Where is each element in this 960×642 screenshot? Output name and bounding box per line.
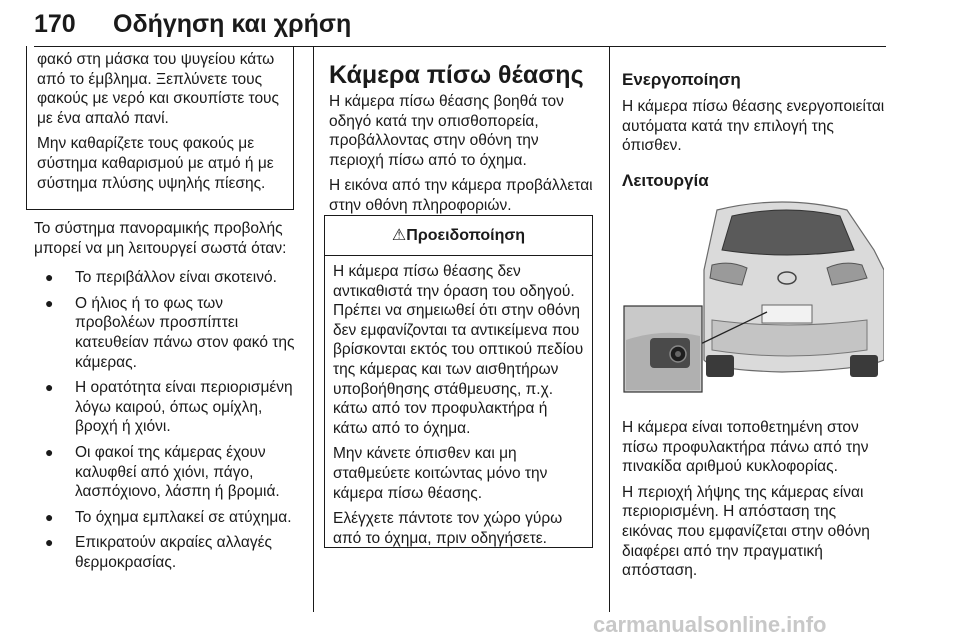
activation-text: Η κάμερα πίσω θέασης ενεργοποιείται αυτόματα κατά την επιλογή της όπισθεν. [622,98,885,155]
column-divider [313,46,314,612]
intro-text: Το σύστημα πανοραμικής προβολής μπορεί να μη λειτουργεί σωστά όταν: [34,220,287,257]
list-item: ● Το όχημα εμπλακεί σε ατύχημα. [45,508,292,526]
activation-heading: Ενεργοποίηση [622,70,741,89]
rear-camera-illustration [622,190,884,396]
section-heading: Κάμερα πίσω θέασης [329,61,584,89]
body-paragraph: Η εικόνα από την κάμερα προβάλλεται στην οθόνη πληροφοριών. [329,177,593,214]
bullet-icon: ● [45,534,54,551]
body-paragraph: Η κάμερα πίσω θέασης βοηθά τον οδηγό κατά την οπισθοπορεία, προβάλλοντας στην οθόνη την περιοχή πίσω από το όχημα. [329,93,564,169]
warning-paragraph: Μην κάνετε όπισθεν και μη σταθμεύετε κοιτώντας μόνο την κάμερα πίσω θέασης. [333,445,548,502]
list-item: ● Επικρατούν ακραίες αλλαγές θερμοκρασίας. [45,534,272,571]
cleaning-note-box [26,46,294,210]
list-item: ● Η ορατότητα είναι περιορισμένη λόγω καιρού, όπως ομίχλη, βροχή ή χιόνι. [45,379,293,436]
bullet-icon: ● [45,294,54,311]
note-paragraph: Μην καθαρίζετε τους φακούς με σύστημα καθαρισμού με ατμό ή με σύστημα πλύσης υψηλής πίεσης. [37,135,274,192]
bullet-icon: ● [45,508,54,525]
warning-box [324,215,593,548]
bullet-icon: ● [45,269,54,286]
warning-paragraph: Ελέγχετε πάντοτε τον χώρο γύρω από το όχημα, πριν οδηγήσετε. [333,510,563,547]
page-header [34,10,886,50]
bullet-icon: ● [45,379,54,396]
list-item: ● Ο ήλιος ή το φως των προβολέων προσπίπτει κατευθείαν πάνω στον φακό της κάμερας. [45,294,295,371]
body-paragraph: Η περιοχή λήψης της κάμερας είναι περιορισμένη. Η απόσταση της εικόνας που εμφανίζεται στην οθόνη διαφέρει από την πραγματική απόσταση. [622,483,870,580]
note-paragraph: φακό στη μάσκα του ψυγείου κάτω από το έμβλημα. Ξεπλύνετε τους φακούς με νερό και σκουπίστε τους με ένα απαλό πανί. [37,51,280,127]
column-1 [34,219,304,579]
bullet-icon: ● [45,443,54,460]
body-paragraph: Η κάμερα είναι τοποθετημένη στον πίσω προφυλακτήρα πάνω από την πινακίδα αριθμού κυκλοφορίας. [622,419,869,476]
watermark: carmanualsonline.info [593,612,827,637]
page-title: Οδήγηση και χρήση [113,10,352,38]
conditions-list [34,268,304,572]
warning-header [325,216,592,256]
column-divider [609,46,610,612]
warning-title: Προειδοποίηση [406,227,526,244]
list-item: ● Οι φακοί της κάμερας έχουν καλυφθεί από χιόνι, πάγο, λασπόχιονο, λάσπη ή βρομιά. [45,443,280,501]
column-3 [622,69,890,192]
page-number: 170 [34,10,76,38]
list-item: ● Το περιβάλλον είναι σκοτεινό. [45,269,277,287]
operation-heading: Λειτουργία [622,170,709,190]
column-3-lower [622,418,890,587]
warning-paragraph: Η κάμερα πίσω θέασης δεν αντικαθιστά την όραση του οδηγού. Πρέπει να σημειωθεί ότι στην οθόνη δεν εμφανίζονται τα αντικείμενα που βρίσκονται εκτός του οπτικού πεδίου της κάμερας και των αισθητήρων υποβοήθησης στάθμευσης, π.χ. κάτω από τον προφυλακτήρα ή κάτω από το όχημα. [333,263,584,437]
column-2 [329,60,597,222]
warning-icon: ⚠ [391,227,407,244]
